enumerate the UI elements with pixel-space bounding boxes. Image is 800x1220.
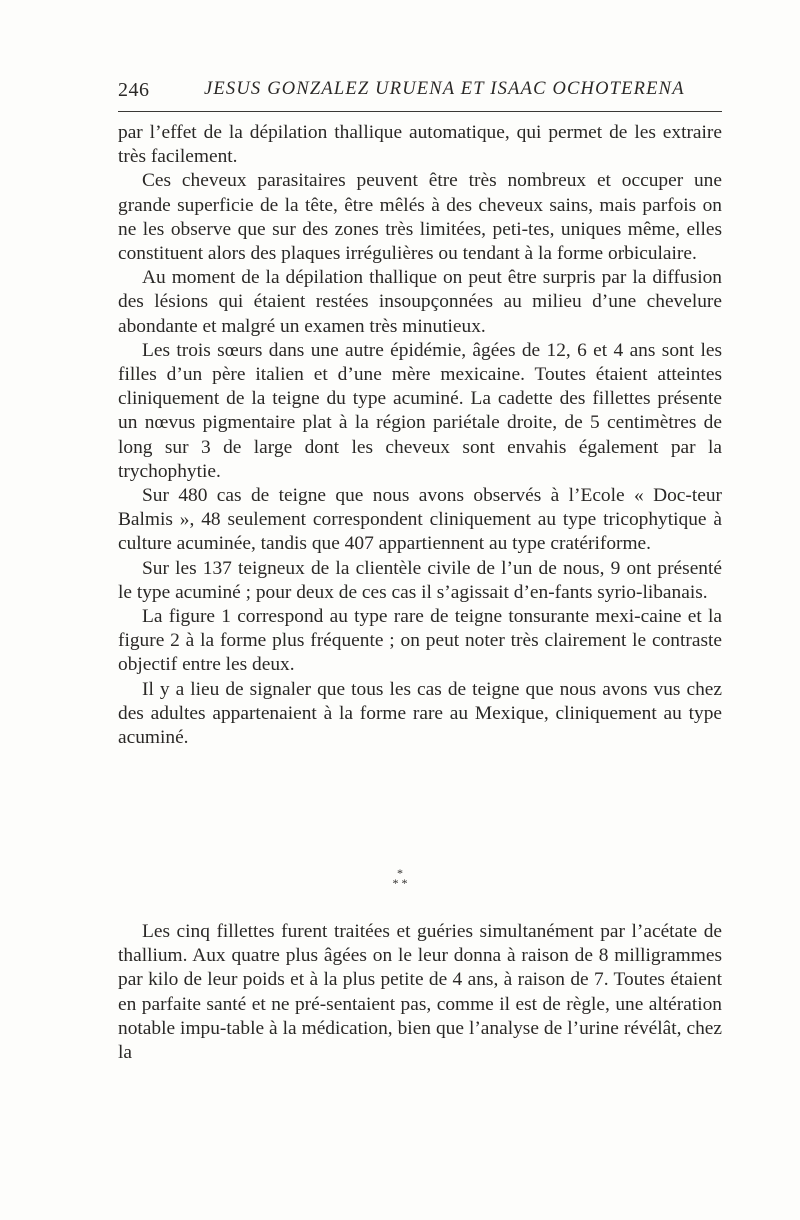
running-title: JESUS GONZALEZ URUENA ET ISAAC OCHOTERENA [204, 79, 685, 99]
paragraph: Sur 480 cas de teigne que nous avons observés à l’Ecole « Doc-teur Balmis », 48 seulement correspondent cliniquement au type tricophytique à culture acuminée, tandis que 407 appartiennent au type cratériforme. [118, 485, 722, 555]
paragraph: Les cinq fillettes furent traitées et guéries simultanément par l’acétate de thallium. Aux quatre plus âgées on le leur donna à raison de 8 milligrammes par kilo de leur poids et à la plus petite de 4 ans, à raison de 7. Toutes étaient en parfaite santé et ne pré-sentaient pas, comme il est de règle, une altération notable impu-table à la médication, bien que l’analyse de l’urine révélât, chez la [118, 921, 722, 1064]
page-number: 246 [118, 79, 150, 101]
asterism-bottom: * * [392, 876, 408, 890]
section-separator-asterism [380, 868, 420, 888]
running-header [118, 79, 722, 105]
body-text-section-2 [118, 920, 722, 1065]
paragraph: Au moment de la dépilation thallique on peut être surpris par la diffusion des lésions qui étaient restées insoupçonnées au milieu d’une chevelure abondante et malgré un examen très minutieux. [118, 267, 722, 337]
paragraph: Les trois sœurs dans une autre épidémie, âgées de 12, 6 et 4 ans sont les filles d’un père italien et d’une mère mexicaine. Toutes étaient atteintes cliniquement de la teigne du type acuminé. La cadette des fillettes présente un nœvus pigmentaire plat à la région pariétale droite, de 5 centimètres de long sur 3 de large dont les cheveux sont envahis également par la trychophytie. [118, 339, 722, 482]
paragraph: La figure 1 correspond au type rare de teigne tonsurante mexi-caine et la figure 2 à la forme plus fréquente ; on peut noter très clairement le contraste objectif entre les deux. [118, 606, 722, 676]
asterism-top: * [397, 866, 403, 880]
paragraph: par l’effet de la dépilation thallique automatique, qui permet de les extraire très facilement. [118, 122, 722, 168]
paragraph: Ces cheveux parasitaires peuvent être très nombreux et occuper une grande superficie de la tête, être mêlés à des cheveux sains, mais parfois on ne les observe que sur des zones très limitées, peti-tes, uniques même, elles constituent alors des plaques irrégulières ou tendant à la forme orbiculaire. [118, 170, 722, 265]
body-text-section-1 [118, 121, 722, 750]
paragraph: Sur les 137 teigneux de la clientèle civile de l’un de nous, 9 ont présenté le type acuminé ; pour deux de ces cas il s’agissait d’en-fants syrio-libanais. [118, 557, 722, 603]
header-rule [118, 111, 722, 112]
paragraph: Il y a lieu de signaler que tous les cas de teigne que nous avons vus chez des adultes appartenaient à la forme rare au Mexique, cliniquement au type acuminé. [118, 678, 722, 749]
